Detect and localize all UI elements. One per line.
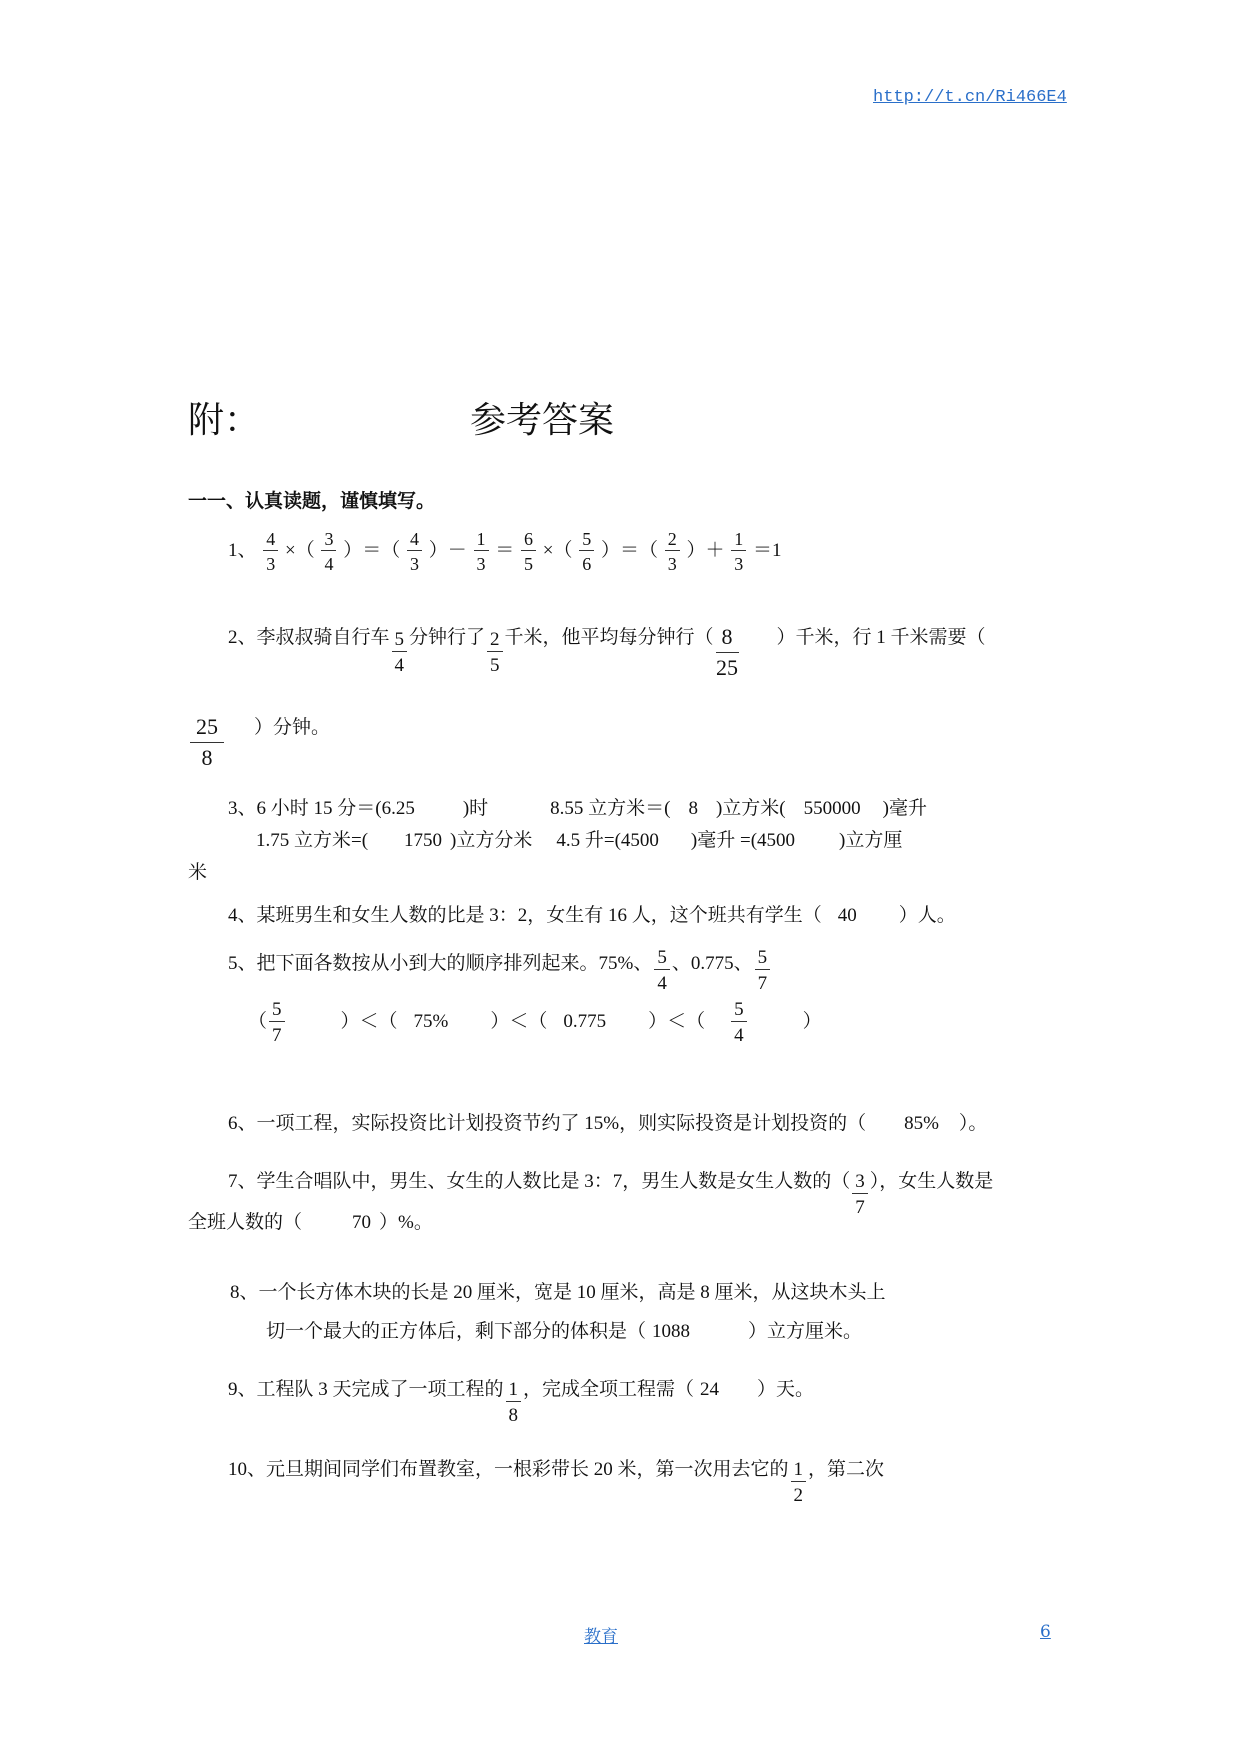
q1-operator: ）－	[428, 539, 467, 561]
q5-answer-4: $\frac{5}{4}$	[731, 1000, 747, 1045]
question-1	[228, 530, 782, 573]
q3-text: 8.55 立方米＝(	[550, 798, 671, 819]
q5-fraction-2: $\frac{5}{7}$	[755, 948, 771, 993]
q2-text: 2、李叔叔骑自行车	[228, 626, 390, 648]
question-2-continued	[188, 702, 331, 770]
page-number[interactable]: 6	[1040, 1622, 1051, 1642]
q5-paren: （	[248, 1010, 268, 1032]
q1-fraction-3: $\frac{6}{5}$	[521, 530, 536, 573]
q2-text: ）千米，行 1 千米需要（	[776, 626, 986, 648]
q7-text: 7、学生合唱队中，男生、女生的人数比是 3：7，男生人数是女生人数的（	[228, 1170, 851, 1192]
q10-text: ，第二次	[808, 1458, 885, 1480]
q5-less-than: ）＜（	[490, 1010, 548, 1032]
question-6	[228, 1108, 987, 1135]
question-5	[228, 942, 772, 994]
q5-answer-3: 0.775	[563, 1010, 607, 1032]
q1-operator: ＝1	[753, 539, 782, 561]
q2-fraction-1: $\frac{5}{4}$	[392, 630, 408, 675]
q3-text: )立方分米	[450, 830, 533, 851]
q5-text: 5、把下面各数按从小到大的顺序排列起来。75%、	[228, 952, 653, 974]
q1-answer-1: $\frac{3}{4}$	[321, 530, 336, 573]
q10-fraction: $\frac{1}{2}$	[791, 1460, 807, 1505]
q8-text: ）立方厘米。	[748, 1321, 863, 1342]
q4-text: 4、某班男生和女生人数的比是 3：2，女生有 16 人，这个班共有学生（	[228, 905, 822, 926]
question-7	[228, 1160, 994, 1218]
q5-less-than: ）＜（	[340, 1010, 398, 1032]
q3-text: )立方厘	[839, 830, 903, 851]
q2-text: 分钟行了	[409, 626, 486, 648]
q1-operator: ×（	[542, 539, 573, 561]
q1-fraction-1: $\frac{4}{3}$	[263, 530, 278, 573]
q1-answer-2: $\frac{4}{3}$	[407, 530, 422, 573]
question-3-line-1	[228, 793, 927, 820]
q1-operator: ＝	[495, 539, 515, 561]
question-8-line-2	[266, 1316, 862, 1343]
question-8-line-1: 8、一个长方体木块的长是 20 厘米，宽是 10 厘米，高是 8 厘米，从这块木头上	[230, 1282, 886, 1303]
q3-answer: 8	[688, 798, 698, 819]
q5-less-than: ）＜（	[648, 1010, 706, 1032]
q10-text: 10、元旦期间同学们布置教室，一根彩带长 20 米，第一次用去它的	[228, 1458, 789, 1480]
q5-fraction-1: $\frac{5}{4}$	[654, 948, 670, 993]
q3-text: 1.75 立方米=(	[256, 830, 369, 851]
q3-text: 3、6 小时 15 分＝(6.25	[228, 798, 415, 819]
q1-operator: ）＝（	[601, 539, 659, 561]
header-url-link[interactable]: http://t.cn/Ri466E4	[873, 88, 1067, 107]
q7-answer-2: 70	[352, 1212, 372, 1233]
footer-link[interactable]: 教育	[584, 1627, 618, 1647]
q1-answer-3: $\frac{5}{6}$	[579, 530, 594, 573]
q9-text: ，完成全项工程需（	[523, 1378, 695, 1400]
q1-operator: ）＝（	[343, 539, 401, 561]
q4-answer: 40	[837, 905, 857, 926]
q7-text: ）%。	[379, 1212, 433, 1233]
question-7-continued	[188, 1207, 433, 1234]
q3-answer: 1750	[404, 830, 443, 851]
q2-answer-1: $\frac{8}{25}$	[716, 624, 739, 680]
q6-text: 6、一项工程，实际投资比计划投资节约了 15%，则实际投资是计划投资的（	[228, 1113, 867, 1134]
q3-text: )立方米(	[715, 798, 786, 819]
q2-text: 千米，他平均每分钟行（	[504, 626, 714, 648]
q3-text: )毫升	[882, 798, 927, 819]
q3-text: )时	[462, 798, 489, 819]
q5-text: 、0.775、	[671, 952, 753, 974]
q1-prefix: 1、	[228, 539, 257, 561]
question-10	[228, 1448, 885, 1506]
q2-text: ）分钟。	[254, 716, 331, 738]
q9-fraction: $\frac{1}{8}$	[506, 1380, 522, 1425]
q6-text: ）。	[958, 1113, 988, 1134]
question-3-line-2	[256, 825, 902, 852]
q9-answer: 24	[700, 1378, 720, 1400]
q7-text: 全班人数的（	[188, 1212, 303, 1233]
q2-fraction-2: $\frac{2}{5}$	[487, 630, 503, 675]
q1-fraction-2: $\frac{1}{3}$	[474, 530, 489, 573]
page-title: 参考答案	[470, 400, 615, 441]
q9-text: ）天。	[757, 1378, 815, 1400]
q7-text: ），女生人数是	[869, 1170, 994, 1192]
q9-text: 9、工程队 3 天完成了一项工程的	[228, 1378, 504, 1400]
q3-text: )毫升 =(4500	[690, 830, 796, 851]
q5-answer-2: 75%	[413, 1010, 449, 1032]
q7-answer-1: $\frac{3}{7}$	[852, 1172, 868, 1217]
q1-operator: ×（	[285, 539, 315, 561]
q8-answer: 1088	[652, 1321, 691, 1342]
appendix-label: 附：	[188, 400, 261, 441]
section-heading: 一一、认真读题，谨慎填写。	[188, 490, 436, 512]
q3-answer: 550000	[803, 798, 861, 819]
question-9	[228, 1368, 815, 1426]
q3-text: 4.5 升=(4500	[556, 830, 659, 851]
q2-answer-2: $\frac{25}{8}$	[190, 716, 224, 769]
q1-answer-4: $\frac{2}{3}$	[665, 530, 680, 573]
q4-text: ）人。	[898, 905, 956, 926]
question-2	[228, 612, 986, 680]
q8-text: 切一个最大的正方体后，剩下部分的体积是（	[266, 1321, 647, 1342]
q5-answer-1: $\frac{5}{7}$	[269, 1000, 285, 1045]
q6-answer: 85%	[904, 1113, 939, 1134]
q1-fraction-4: $\frac{1}{3}$	[731, 530, 746, 573]
question-5-answer	[248, 1000, 822, 1045]
question-3-line-3: 米	[188, 862, 208, 883]
q1-operator: ）＋	[686, 539, 725, 561]
question-4	[228, 900, 956, 927]
q5-paren: ）	[802, 1010, 822, 1032]
